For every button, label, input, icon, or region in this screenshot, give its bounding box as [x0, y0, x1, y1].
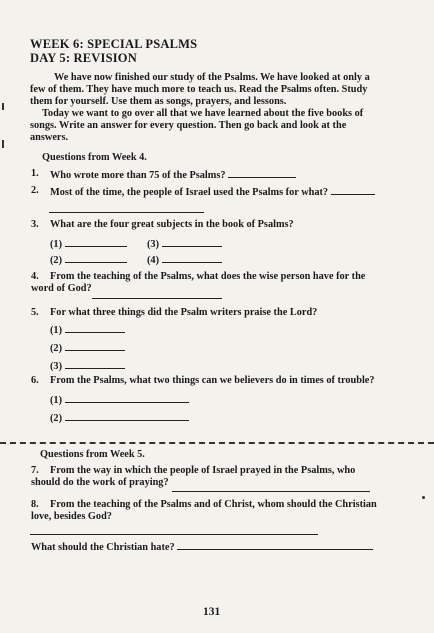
- intro-line: few of them. They have much more to teach us. Read the Psalms often. Study: [30, 84, 368, 95]
- margin-mark: [2, 103, 4, 110]
- intro-line: them for yourself. Use them as songs, prayers, and lessons.: [30, 96, 287, 107]
- question-number: 7.: [31, 465, 39, 476]
- question-text: From the Psalms, what two things can we believers do in times of trouble?: [50, 375, 375, 386]
- answer-blank[interactable]: [65, 253, 127, 263]
- intro-line: We have now finished our study of the Psalms. We have looked at only a: [54, 72, 370, 83]
- item-label: (1): [50, 395, 63, 406]
- answer-blank[interactable]: [177, 540, 373, 550]
- item-label: (1): [50, 239, 63, 250]
- question-8b: [31, 540, 373, 553]
- question-text: love, besides God?: [31, 511, 112, 522]
- page-title: WEEK 6: SPECIAL PSALMS: [30, 37, 198, 51]
- question-text: Who wrote more than 75 of the Psalms?: [50, 170, 226, 181]
- section-heading-week4: Questions from Week 4.: [42, 152, 147, 163]
- intro-line: answers.: [30, 132, 69, 143]
- item-label: (2): [50, 343, 63, 354]
- question-number: 4.: [31, 271, 39, 282]
- answer-item: [50, 393, 189, 406]
- intro-line: songs. Write an answer for every question. Then go back and look at the: [30, 120, 347, 131]
- section-divider: [0, 442, 434, 444]
- question-text: From the teaching of the Psalms and of Christ, whom should the Christian: [50, 499, 377, 510]
- answer-line[interactable]: [49, 212, 204, 213]
- question-text: From the way in which the people of Israel prayed in the Psalms, who: [50, 465, 356, 476]
- question-text: word of God?: [31, 283, 92, 294]
- item-label: (2): [50, 413, 63, 424]
- answer-blank[interactable]: [228, 168, 296, 178]
- answer-blank[interactable]: [65, 237, 127, 247]
- question-2: [50, 185, 375, 198]
- question-number: 6.: [31, 375, 39, 386]
- intro-line: Today we want to go over all that we have learned about the five books of: [42, 108, 364, 119]
- question-text: What are the four great subjects in the book of Psalms?: [50, 219, 294, 230]
- question-number: 3.: [31, 219, 39, 230]
- item-label: (3): [147, 239, 160, 250]
- section-heading-week5: Questions from Week 5.: [40, 449, 145, 460]
- margin-mark: [2, 140, 4, 148]
- answer-blank[interactable]: [65, 341, 125, 351]
- question-number: 8.: [31, 499, 39, 510]
- question-text: For what three things did the Psalm writers praise the Lord?: [50, 307, 318, 318]
- question-number: 1.: [31, 168, 39, 179]
- answer-blank[interactable]: [331, 185, 375, 195]
- question-text: should do the work of praying?: [31, 477, 169, 488]
- answer-item: [50, 359, 125, 372]
- item-label: (1): [50, 325, 63, 336]
- answer-item: [147, 237, 222, 250]
- question-text: Most of the time, the people of Israel used the Psalms for what?: [50, 187, 329, 198]
- answer-item: [50, 411, 189, 424]
- answer-item: [147, 253, 222, 266]
- question-number: 2.: [31, 185, 39, 196]
- answer-blank[interactable]: [162, 237, 222, 247]
- answer-item: [50, 341, 125, 354]
- answer-blank[interactable]: [65, 359, 125, 369]
- question-1: [50, 168, 296, 181]
- question-number: 5.: [31, 307, 39, 318]
- answer-line[interactable]: [30, 534, 318, 535]
- page-subtitle: DAY 5: REVISION: [30, 51, 137, 65]
- question-text: From the teaching of the Psalms, what does the wise person have for the: [50, 271, 366, 282]
- answer-blank[interactable]: [162, 253, 222, 263]
- item-label: (3): [50, 361, 63, 372]
- margin-dot: [422, 496, 425, 499]
- answer-item: [50, 323, 125, 336]
- answer-blank[interactable]: [65, 323, 125, 333]
- item-label: (2): [50, 255, 63, 266]
- answer-item: [50, 237, 127, 250]
- answer-item: [50, 253, 127, 266]
- item-label: (4): [147, 255, 160, 266]
- answer-line[interactable]: [92, 298, 222, 299]
- answer-blank[interactable]: [65, 411, 189, 421]
- page-number: 131: [203, 606, 221, 618]
- question-text: What should the Christian hate?: [31, 542, 175, 553]
- answer-line[interactable]: [172, 491, 370, 492]
- answer-blank[interactable]: [65, 393, 189, 403]
